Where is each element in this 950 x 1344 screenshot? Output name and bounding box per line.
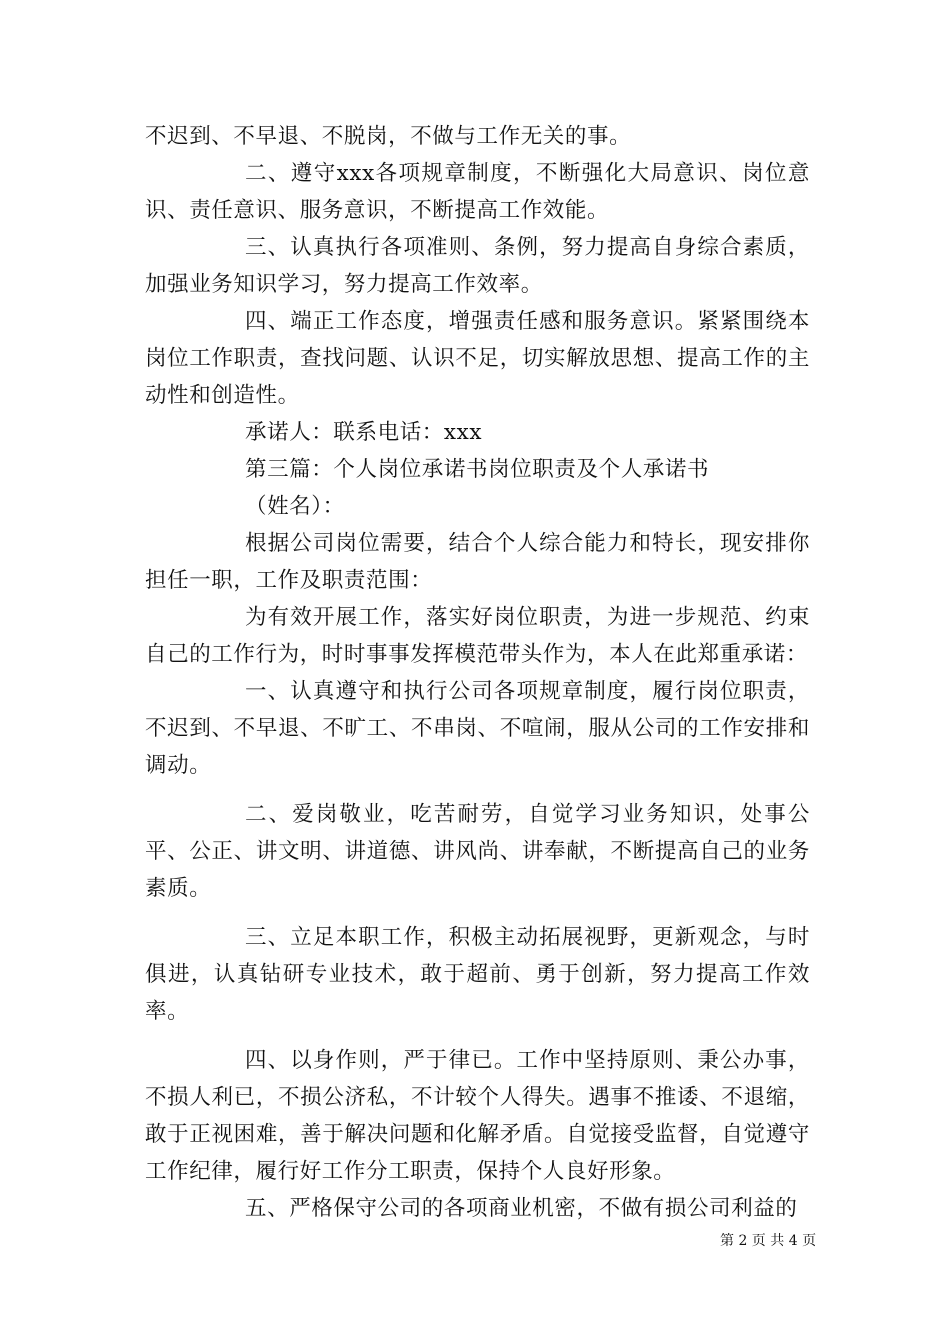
pledge-item-1: 一、认真遵守和执行公司各项规章制度，履行岗位职责，不迟到、不早退、不旷工、不串岗、不喧闹，服从公司的工作安排和调动。 <box>145 679 810 778</box>
pledge-item-4: 四、以身作则，严于律已。工作中坚持原则、秉公办事，不损人利已，不损公济私，不计较个人得失。遇事不推诿、不退缩，敢于正视困难，善于解决问题和化解矛盾。自觉接受监督，自觉遵守工作纪律，履行好工作分工职责，保持个人良好形象。 <box>145 1048 810 1184</box>
pledge-item-2: 二、爱岗敬业，吃苦耐劳，自觉学习业务知识，处事公平、公正、讲文明、讲道德、讲风尚、讲奉献，不断提高自己的业务素质。 <box>145 802 810 901</box>
paragraph-item-4: 四、端正工作态度，增强责任感和服务意识。紧紧围绕本岗位工作职责，查找问题、认识不足，切实解放思想、提高工作的主动性和创造性。 <box>145 309 810 408</box>
signature-line: 承诺人：联系电话：xxx <box>245 420 483 445</box>
paragraph-continuation: 不迟到、不早退、不脱岗，不做与工作无关的事。 <box>145 124 632 149</box>
salutation: （姓名）： <box>245 494 345 519</box>
section-heading: 第三篇：个人岗位承诺书岗位职责及个人承诺书 <box>245 457 710 482</box>
page-number-footer: 第 2 页 共 4 页 <box>720 1233 817 1249</box>
paragraph-item-3: 三、认真执行各项准则、条例，努力提高自身综合素质，加强业务知识学习，努力提高工作效率。 <box>145 235 810 297</box>
paragraph-intro: 根据公司岗位需要，结合个人综合能力和特长，现安排你担任一职，工作及职责范围： <box>145 531 810 593</box>
document-body <box>145 118 810 1227</box>
paragraph-item-2: 二、遵守xxx各项规章制度，不断强化大局意识、岗位意识、责任意识、服务意识，不断提高工作效能。 <box>145 161 810 223</box>
pledge-item-3: 三、立足本职工作，积极主动拓展视野，更新观念，与时俱进，认真钻研专业技术，敢于超前、勇于创新，努力提高工作效率。 <box>145 925 810 1024</box>
paragraph-pledge-intro: 为有效开展工作，落实好岗位职责，为进一步规范、约束自己的工作行为，时时事事发挥模范带头作为，本人在此郑重承诺： <box>145 605 810 667</box>
pledge-item-5: 五、严格保守公司的各项商业机密，不做有损公司利益的 <box>245 1196 798 1221</box>
